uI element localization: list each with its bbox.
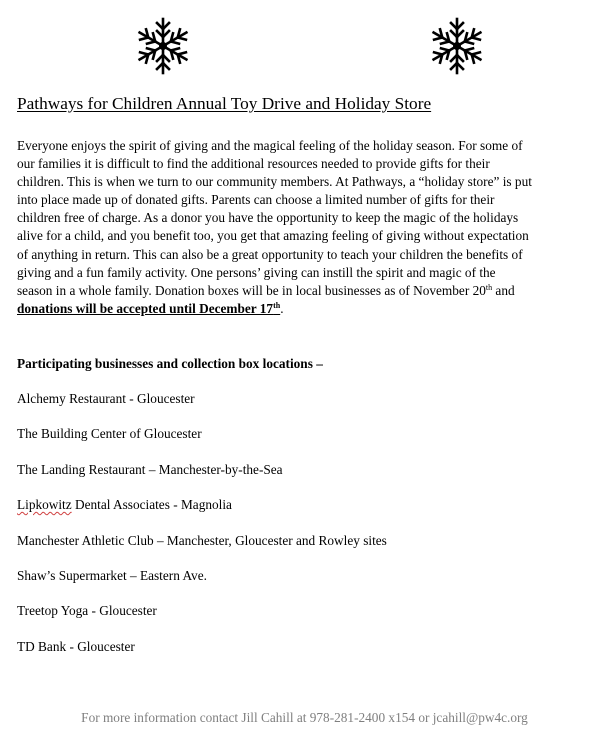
business-item: Treetop Yoga - Gloucester: [17, 603, 157, 618]
business-item-rest: Dental Associates - Magnolia: [74, 497, 232, 512]
business-item: Manchester Athletic Club – Manchester, Gloucester and Rowley sites: [17, 533, 387, 548]
business-item: The Building Center of Gloucester: [17, 426, 202, 441]
intro-line: children. This is when we turn to our community members. At Pathways, a “holiday store” is put: [17, 174, 532, 190]
intro-line: of anything in return. This can also be a great opportunity to teach your children the benefits of: [17, 246, 523, 262]
intro-line: alive for a child, and you benefit too, you get that amazing feeling of giving without expectation: [17, 228, 529, 244]
intro-line: giving and a fun family activity. One persons’ giving can instill the spirit and magic of the: [17, 264, 496, 280]
donations-deadline-text: donations will be accepted until December 17: [17, 300, 274, 316]
businesses-heading: Participating businesses and collection box locations –: [17, 356, 323, 371]
business-item: TD Bank - Gloucester: [17, 639, 135, 654]
footer-contact: For more information contact Jill Cahill at 978-281-2400 x154 or jcahill@pw4c.org: [81, 710, 528, 725]
intro-line: children free of charge. As a donor you have the opportunity to keep the magic of the holidays: [17, 210, 519, 226]
business-item: [17, 497, 232, 513]
business-item: The Landing Restaurant – Manchester-by-the-Sea: [17, 462, 283, 477]
deadline-period: .: [280, 300, 284, 316]
intro-paragraph: [17, 137, 592, 318]
spellcheck-word: Lipkowitz: [17, 497, 72, 512]
intro-line: [17, 282, 592, 300]
business-item: Shaw’s Supermarket – Eastern Ave.: [17, 568, 207, 583]
intro-line: into place made up of donated gifts. Parents can choose a limited number of gifts for their: [17, 192, 495, 208]
intro-line: Everyone enjoys the spirit of giving and the magical feeling of the holiday season. For some of: [17, 138, 523, 153]
snowflake-icon: [427, 16, 487, 76]
donations-deadline: [17, 301, 280, 316]
intro-line: our families it is difficult to find the additional resources needed to provide gifts for their: [17, 156, 490, 172]
intro-line-end: and: [492, 282, 515, 298]
intro-line: [17, 300, 592, 318]
intro-line-text: season in a whole family. Donation boxes will be in local businesses as of November 20: [17, 282, 486, 298]
document-title: Pathways for Children Annual Toy Drive and Holiday Store: [17, 94, 432, 113]
business-item: Alchemy Restaurant - Gloucester: [17, 391, 195, 406]
superscript-th: th: [273, 300, 281, 310]
snowflake-icon: [133, 16, 193, 76]
superscript-th: th: [485, 282, 493, 292]
